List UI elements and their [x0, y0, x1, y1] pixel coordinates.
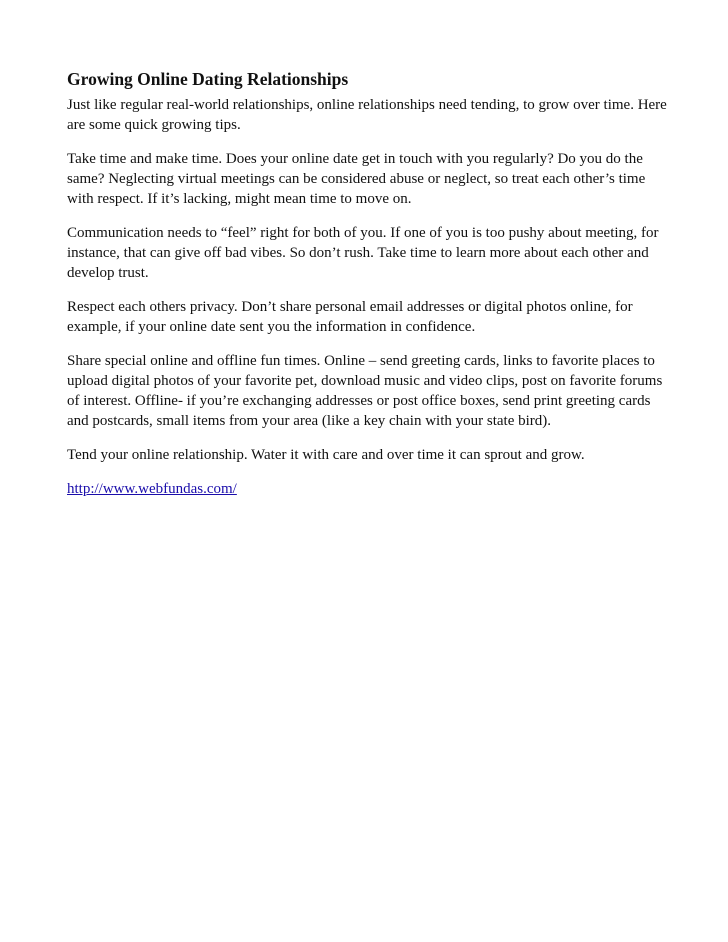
paragraph-time: Take time and make time. Does your online date get in touch with you regularly? Do you do the same? Neglecting virtual meetings can be considered abuse or neglect, so treat each other’s time with respect. If it’s lacking, might mean time to move on. [67, 151, 646, 207]
document-title: Growing Online Dating Relationships [67, 69, 349, 89]
paragraph-fun-times: Share special online and offline fun times. Online – send greeting cards, links to favorite places to upload digital photos of your favorite pet, download music and video clips, post on favorite forums of interest. Offline- if you’re exchanging addresses or post office boxes, send print greeting cards and postcards, small items from your area (like a key chain with your state bird). [67, 353, 663, 429]
website-link[interactable]: http://www.webfundas.com/ [67, 481, 237, 497]
document-content [67, 68, 667, 499]
paragraph-intro: Just like regular real-world relationships, online relationships need tending, to grow over time. Here are some quick growing tips. [67, 97, 667, 133]
paragraph-communication: Communication needs to “feel” right for both of you. If one of you is too pushy about meeting, for instance, that can give off bad vibes. So don’t rush. Take time to learn more about each other and develop trust. [67, 225, 659, 281]
paragraph-tend: Tend your online relationship. Water it with care and over time it can sprout and grow. [67, 447, 585, 463]
paragraph-privacy: Respect each others privacy. Don’t share personal email addresses or digital photos online, for example, if your online date sent you the information in confidence. [67, 299, 633, 335]
